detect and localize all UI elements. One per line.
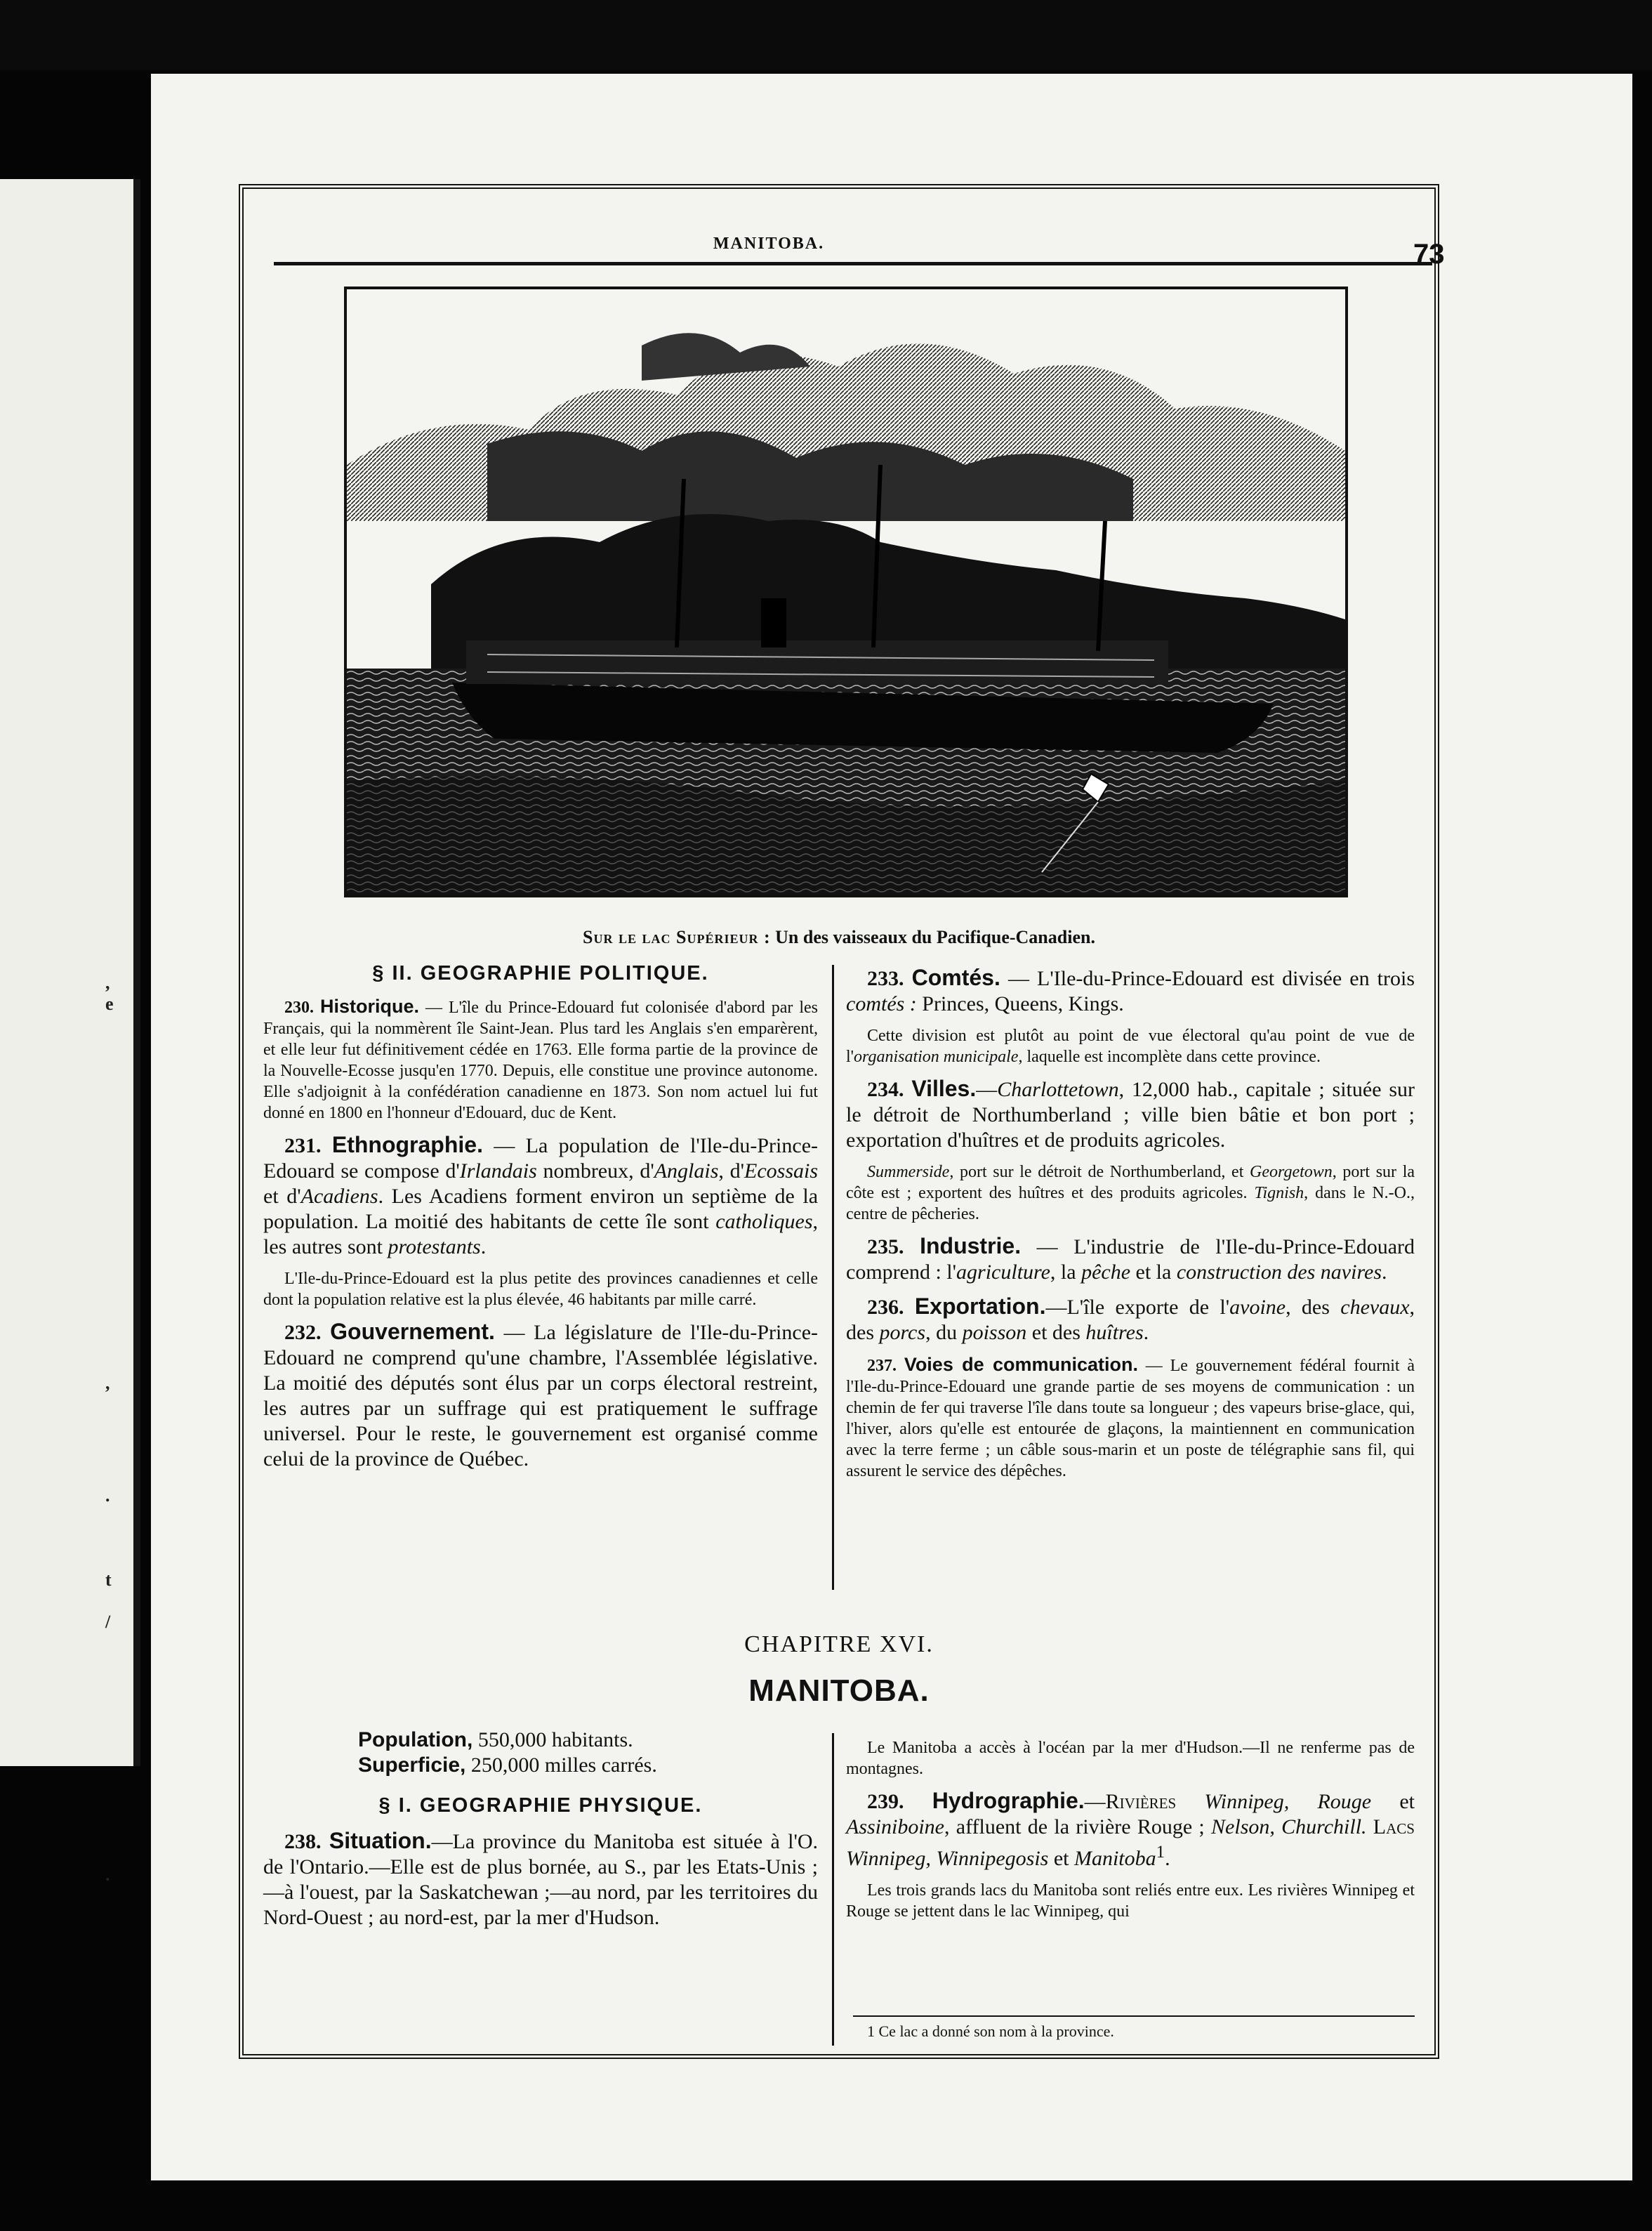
- emphasis: avoine: [1229, 1296, 1286, 1319]
- paragraph-text: et des: [1026, 1321, 1086, 1344]
- right-column-political: [846, 965, 1415, 1490]
- chapter-title: MANITOBA.: [748, 1673, 930, 1708]
- facing-page-fragment: e: [105, 994, 114, 1014]
- population-row: [358, 1727, 657, 1753]
- caption-location: Sur le lac Supérieur :: [583, 927, 771, 947]
- paragraph-number: 234.: [867, 1078, 904, 1101]
- facing-page-fragment: .: [105, 1864, 110, 1885]
- population-value: 550,000 habitants.: [477, 1728, 633, 1751]
- emphasis: organisation municipale: [854, 1048, 1019, 1066]
- paragraph-text: — L'Ile-du-Prince-Edouard est divisée en trois: [1000, 967, 1415, 990]
- note-text: Cette division est plutôt au point de vue électoral qu'au point de vue de l': [846, 1027, 1415, 1066]
- emphasis: Acadiens: [300, 1185, 378, 1208]
- paragraph-text: .: [1165, 1847, 1170, 1870]
- paragraph-text: , affluent de la rivière Rouge ;: [944, 1815, 1212, 1838]
- paragraph-number: 238.: [284, 1830, 322, 1853]
- paragraph-232: [263, 1319, 818, 1472]
- paragraph-text: —: [976, 1078, 998, 1101]
- paragraph-number: 231.: [284, 1134, 322, 1157]
- population-label: Population,: [358, 1728, 473, 1751]
- manitoba-stats: [358, 1727, 657, 1778]
- area-row: [358, 1753, 657, 1778]
- emphasis: Irlandais: [459, 1159, 537, 1183]
- facing-page-fragment: .: [105, 1485, 110, 1506]
- note-231: L'Ile-du-Prince-Edouard est la plus petite des provinces canadiennes et celle dont la population relative est la plus élevée, 46 habitants par mille carré.: [263, 1270, 818, 1309]
- left-column-political: [263, 961, 818, 1480]
- paragraph-text: — La population de l'Ile-du-Prince-Edouard se compose d': [263, 1134, 818, 1183]
- note-233: [846, 1025, 1415, 1067]
- area-value: 250,000 milles carrés.: [470, 1753, 657, 1777]
- paragraph-title: Ethnographie.: [331, 1132, 483, 1157]
- paragraph-234: [846, 1076, 1415, 1153]
- paragraph-text: et la: [1130, 1261, 1177, 1284]
- paragraph-text: , les autres sont: [263, 1210, 818, 1258]
- paragraph-text: et: [1048, 1847, 1074, 1870]
- emphasis: Nelson, Churchill.: [1211, 1815, 1367, 1838]
- emphasis: Anglais: [654, 1159, 719, 1183]
- paragraph-title: Comtés.: [911, 965, 1000, 990]
- caption-text: Un des vaisseaux du Pacifique-Canadien.: [775, 927, 1095, 947]
- paragraph-233: [846, 965, 1415, 1017]
- note-text: , laquelle est incomplète dans cette province.: [1018, 1048, 1321, 1066]
- emphasis: Charlottetown: [997, 1078, 1119, 1101]
- paragraph-text: et d': [263, 1185, 301, 1208]
- emphasis: comtés :: [846, 992, 917, 1015]
- paragraph-236: [846, 1294, 1415, 1345]
- emphasis: porcs: [879, 1321, 926, 1344]
- facing-page-edge: [0, 179, 140, 1885]
- engraving-caption: [249, 927, 1429, 948]
- paragraph-text: et: [1371, 1790, 1415, 1813]
- column-divider: [832, 965, 834, 1590]
- paragraph-number: 232.: [284, 1321, 322, 1344]
- paragraph-text: .: [1143, 1321, 1149, 1344]
- running-head: MANITOBA.: [713, 235, 825, 253]
- note-234: [846, 1161, 1415, 1225]
- emphasis: chevaux: [1340, 1296, 1410, 1319]
- section-heading-physical: § I. GEOGRAPHIE PHYSIQUE.: [378, 1794, 703, 1817]
- paragraph-title: Villes.: [911, 1076, 977, 1101]
- right-column-physical: [846, 1737, 1415, 1930]
- paragraph-number: 235.: [867, 1235, 904, 1258]
- note-text: , dans le N.-O., centre de pêcheries.: [846, 1184, 1415, 1223]
- paragraph-239: [846, 1788, 1415, 1871]
- paragraph-text: , du: [925, 1321, 963, 1344]
- emphasis: agriculture: [956, 1261, 1050, 1284]
- paragraph-title: Exportation.: [914, 1294, 1046, 1319]
- emphasis: Tignish: [1254, 1184, 1304, 1202]
- paragraph-text: , des: [846, 1296, 1415, 1344]
- small-caps-text: Lacs: [1366, 1815, 1415, 1838]
- paragraph-text: Princes, Queens, Kings.: [916, 992, 1124, 1015]
- paragraph-text: , des: [1286, 1296, 1341, 1319]
- emphasis: poisson: [962, 1321, 1027, 1344]
- paragraph-text: nombreux, d': [536, 1159, 654, 1183]
- emphasis: Summerside: [867, 1163, 950, 1181]
- paragraph-text: — La législature de l'Ile-du-Prince-Edouard ne comprend qu'une chambre, l'Assemblée législative. La moitié des députés sont élus par un corps électoral restreint, les autres par un suffrage qui est pratiquement le suffrage universel. Pour le reste, le gouvernement est organisé comme celui de la province de Québec.: [263, 1321, 819, 1470]
- scanner-top-band: [0, 0, 1652, 70]
- paragraph-230: [263, 996, 818, 1124]
- paragraph-text: —L'île exporte de l': [1045, 1296, 1230, 1319]
- note-238: Le Manitoba a accès à l'océan par la mer d'Hudson.—Il ne renferme pas de montagnes.: [846, 1739, 1415, 1778]
- paragraph-235: [846, 1233, 1415, 1285]
- note-text: , port sur le détroit de Northumberland, et: [949, 1163, 1250, 1181]
- emphasis: Ecossais: [744, 1159, 819, 1183]
- page-number: 73: [1413, 239, 1445, 270]
- paragraph-text: — L'industrie de l'Ile-du-Prince-Edouard comprend : l': [846, 1235, 1415, 1284]
- paragraph-number: 230.: [284, 999, 314, 1017]
- paragraph-text: .: [480, 1235, 487, 1258]
- paragraph-text: , d': [718, 1159, 745, 1183]
- steamship-engraving: [344, 287, 1348, 897]
- paragraph-text: .: [1382, 1261, 1387, 1284]
- column-divider: [832, 1733, 834, 2046]
- paragraph-number: 237.: [867, 1357, 897, 1375]
- emphasis: Manitoba: [1073, 1847, 1156, 1870]
- paragraph-237: [846, 1354, 1415, 1482]
- chapter-label: CHAPITRE XVI.: [744, 1631, 934, 1657]
- facing-page-fragment: t: [105, 1569, 112, 1590]
- emphasis: catholiques: [715, 1210, 813, 1233]
- footnote-marker: 1: [1156, 1843, 1165, 1862]
- paragraph-text: , la: [1050, 1261, 1082, 1284]
- paragraph-number: 233.: [867, 967, 904, 990]
- header-rule: [274, 262, 1432, 265]
- paragraph-title: Hydrographie.: [932, 1788, 1085, 1813]
- paragraph-title: Voies de communication.: [904, 1354, 1138, 1375]
- facing-page-fragment: ,: [105, 1373, 110, 1393]
- paragraph-text: . Les Acadiens forment environ un septième de la population. La moitié des habitants de cette île sont: [263, 1185, 819, 1233]
- paragraph-text: —: [1084, 1790, 1106, 1813]
- paragraph-number: 239.: [867, 1790, 904, 1813]
- section-heading-political: § II. GEOGRAPHIE POLITIQUE.: [372, 962, 709, 985]
- footnote-rule: [853, 2015, 1415, 2017]
- emphasis: Winnipeg, Winnipegosis: [846, 1847, 1049, 1870]
- page-content: [249, 195, 1445, 2049]
- paragraph-title: Industrie.: [920, 1233, 1022, 1258]
- left-column-physical: [263, 1793, 818, 1939]
- small-caps-text: Rivières: [1105, 1790, 1177, 1813]
- note-text: , port sur la côte est ; exportent des huîtres et des produits agricoles.: [846, 1163, 1415, 1202]
- note-239: Les trois grands lacs du Manitoba sont reliés entre eux. Les rivières Winnipeg et Rouge se jettent dans le lac Winnipeg, qui: [846, 1881, 1415, 1921]
- paragraph-231: [263, 1132, 818, 1260]
- paragraph-text: —La province du Manitoba est située à l'O. de l'Ontario.—Elle est de plus bornée, au S., par les Etats-Unis ;—à l'ouest, par la Saskatchewan ;—au nord, par les territoires du Nord-Ouest ; au nord-est, par la mer d'Hudson.: [263, 1830, 819, 1929]
- paragraph-number: 236.: [867, 1296, 904, 1319]
- paragraph-238: [263, 1828, 818, 1930]
- facing-page-fragment: ,: [105, 973, 110, 993]
- paragraph-title: Gouvernement.: [330, 1319, 495, 1344]
- emphasis: protestants: [388, 1235, 481, 1258]
- emphasis: Georgetown: [1250, 1163, 1333, 1181]
- facing-page-fragment: /: [105, 1612, 111, 1632]
- emphasis: Winnipeg, Rouge: [1176, 1790, 1372, 1813]
- emphasis: huîtres: [1085, 1321, 1144, 1344]
- footnote: 1 Ce lac a donné son nom à la province.: [867, 2022, 1114, 2040]
- emphasis: construction des navires: [1176, 1261, 1382, 1284]
- emphasis: pêche: [1081, 1261, 1131, 1284]
- area-label: Superficie,: [358, 1753, 466, 1777]
- emphasis: Assiniboine: [846, 1815, 944, 1838]
- paragraph-title: Historique.: [319, 996, 419, 1017]
- paragraph-text: — Le gouvernement fédéral fournit à l'Ile-du-Prince-Edouard une grande partie de ses moyens de communication : un chemin de fer qui traverse l'île dans toute sa longueur ; des vapeurs brise-glace, qui, l'hiver, alors qu'elle est entourée de glaçons, la maintiennent en communication avec la terre ferme ; un câble sous-marin et un poste de télégraphie sans fil, qui assurent le service des dépêches.: [846, 1357, 1415, 1480]
- paragraph-title: Situation.: [329, 1828, 432, 1853]
- paragraph-text: — L'île du Prince-Edouard fut colonisée d'abord par les Français, qui la nommèrent île Saint-Jean. Plus tard les Anglais s'en emparèrent, et elle leur fut définitivement cédée en 1763. Elle forma partie de la province de la Nouvelle-Ecosse jusqu'en 1770. Depuis, elle constitue une province autonome. Elle s'adjoignit à la confédération canadienne en 1873. Son nom actuel lui fut donné en 1800 en l'honneur d'Edouard, duc de Kent.: [263, 999, 818, 1122]
- paragraph-text: , 12,000 hab., capitale ; située sur le détroit de Northumberland ; ville bien bâtie et bon port ; exportation d'huîtres et de produits agricoles.: [846, 1078, 1415, 1152]
